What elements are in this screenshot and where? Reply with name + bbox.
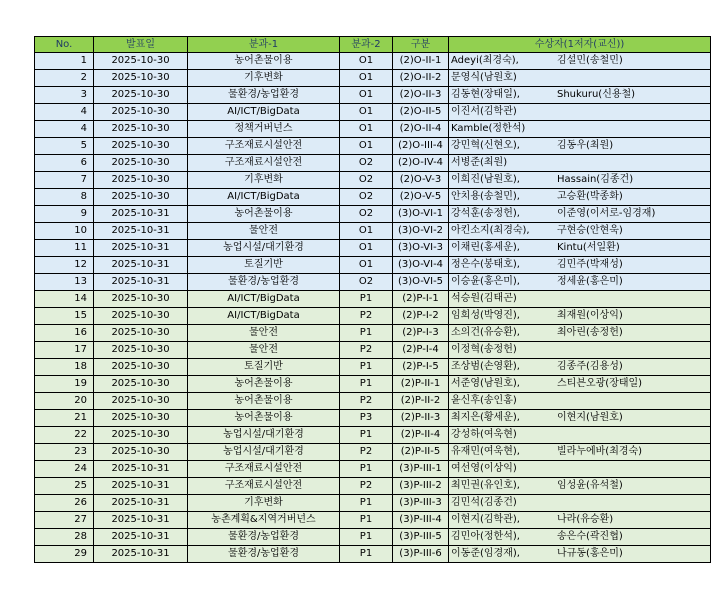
table-row xyxy=(35,104,711,121)
cell-category: (2)O-II-5 xyxy=(393,104,449,121)
awardee-first: 석승원(김태곤) xyxy=(451,293,517,304)
cell-category: (3)P-III-2 xyxy=(393,478,449,495)
cell-awardees xyxy=(449,393,711,410)
cell-no: 20 xyxy=(35,393,94,410)
awardee-first: 이진서(김학관) xyxy=(451,106,517,117)
table-row xyxy=(35,342,711,359)
cell-category: (2)P-II-1 xyxy=(393,376,449,393)
cell-awardees xyxy=(449,512,711,529)
cell-no: 18 xyxy=(35,359,94,376)
cell-no: 3 xyxy=(35,87,94,104)
table-row xyxy=(35,427,711,444)
header-date: 발표일 xyxy=(94,37,188,53)
awardee-second: 김민주(박재성) xyxy=(557,259,623,270)
cell-date: 2025-10-31 xyxy=(94,240,188,257)
table-row xyxy=(35,495,711,512)
cell-category: (2)O-V-3 xyxy=(393,172,449,189)
cell-category: (2)P-I-2 xyxy=(393,308,449,325)
cell-division-1: 농어촌물이용 xyxy=(188,376,340,393)
cell-awardees xyxy=(449,478,711,495)
awardee-second: 정세윤(홍은미) xyxy=(557,276,623,287)
cell-awardees xyxy=(449,342,711,359)
cell-division-1: 기후변화 xyxy=(188,495,340,512)
cell-date: 2025-10-31 xyxy=(94,546,188,563)
table-row xyxy=(35,274,711,291)
cell-awardees xyxy=(449,172,711,189)
cell-division-1: 구조재료시설안전 xyxy=(188,138,340,155)
table-row xyxy=(35,359,711,376)
cell-category: (2)P-II-2 xyxy=(393,393,449,410)
table-row xyxy=(35,53,711,70)
cell-no: 2 xyxy=(35,70,94,87)
awardee-second: 나규동(홍은미) xyxy=(557,548,623,559)
cell-division-1: 기후변화 xyxy=(188,172,340,189)
cell-division-1: 물환경/농업환경 xyxy=(188,529,340,546)
oral-section xyxy=(35,53,711,291)
cell-no: 17 xyxy=(35,342,94,359)
awardee-first: 김동현(장태일), xyxy=(451,89,520,100)
cell-date: 2025-10-30 xyxy=(94,121,188,138)
cell-date: 2025-10-31 xyxy=(94,512,188,529)
cell-awardees xyxy=(449,223,711,240)
cell-no: 22 xyxy=(35,427,94,444)
table-row xyxy=(35,240,711,257)
table-row xyxy=(35,70,711,87)
table-row xyxy=(35,223,711,240)
table-row xyxy=(35,478,711,495)
cell-division-1: 물환경/농업환경 xyxy=(188,274,340,291)
cell-division-2: P2 xyxy=(340,308,393,325)
cell-awardees xyxy=(449,240,711,257)
cell-awardees xyxy=(449,189,711,206)
table-row xyxy=(35,393,711,410)
cell-awardees xyxy=(449,444,711,461)
cell-date: 2025-10-31 xyxy=(94,495,188,512)
awardee-first: 윤신후(송인홍) xyxy=(451,395,517,406)
awardee-first: 이현지(김학관), xyxy=(451,514,520,525)
cell-division-2: O2 xyxy=(340,155,393,172)
cell-category: (2)P-I-1 xyxy=(393,291,449,308)
cell-division-2: O2 xyxy=(340,172,393,189)
cell-date: 2025-10-30 xyxy=(94,155,188,172)
cell-category: (2)P-I-4 xyxy=(393,342,449,359)
cell-category: (3)P-III-3 xyxy=(393,495,449,512)
awardee-first: 강민혁(신현오), xyxy=(451,140,520,151)
cell-date: 2025-10-31 xyxy=(94,478,188,495)
cell-date: 2025-10-30 xyxy=(94,172,188,189)
awardee-second: Shukuru(신용철) xyxy=(557,89,636,100)
table-row xyxy=(35,291,711,308)
table-row xyxy=(35,529,711,546)
awardee-second: Kintu(서일환) xyxy=(557,242,620,253)
cell-no: 11 xyxy=(35,240,94,257)
cell-no: 26 xyxy=(35,495,94,512)
cell-date: 2025-10-30 xyxy=(94,444,188,461)
awardee-second: 김동우(최원) xyxy=(557,140,614,151)
cell-no: 8 xyxy=(35,189,94,206)
awardee-first: 안치용(송철민), xyxy=(451,191,520,202)
cell-category: (3)O-VI-1 xyxy=(393,206,449,223)
cell-date: 2025-10-30 xyxy=(94,189,188,206)
cell-division-2: P1 xyxy=(340,546,393,563)
cell-division-1: AI/ICT/BigData xyxy=(188,291,340,308)
cell-date: 2025-10-31 xyxy=(94,257,188,274)
cell-no: 6 xyxy=(35,155,94,172)
cell-category: (2)P-II-5 xyxy=(393,444,449,461)
cell-awardees xyxy=(449,121,711,138)
awardee-second: 스티븐오광(장태일) xyxy=(557,378,643,389)
cell-division-1: AI/ICT/BigData xyxy=(188,308,340,325)
awardee-second: 송은수(곽진협) xyxy=(557,531,623,542)
cell-awardees xyxy=(449,325,711,342)
header-division-1: 분과-1 xyxy=(188,37,340,53)
cell-awardees xyxy=(449,308,711,325)
cell-category: (3)O-VI-5 xyxy=(393,274,449,291)
cell-date: 2025-10-30 xyxy=(94,325,188,342)
cell-date: 2025-10-31 xyxy=(94,206,188,223)
cell-division-2: P3 xyxy=(340,410,393,427)
cell-division-2: P2 xyxy=(340,444,393,461)
header-awardees: 수상자(1저자(교신)) xyxy=(449,37,711,53)
cell-date: 2025-10-30 xyxy=(94,376,188,393)
cell-awardees xyxy=(449,87,711,104)
cell-awardees xyxy=(449,461,711,478)
cell-division-2: O1 xyxy=(340,138,393,155)
cell-division-2: O1 xyxy=(340,223,393,240)
cell-category: (3)P-III-4 xyxy=(393,512,449,529)
cell-date: 2025-10-31 xyxy=(94,274,188,291)
cell-awardees xyxy=(449,53,711,70)
cell-division-2: O1 xyxy=(340,104,393,121)
cell-division-1: 물환경/농업환경 xyxy=(188,546,340,563)
cell-date: 2025-10-31 xyxy=(94,461,188,478)
cell-no: 25 xyxy=(35,478,94,495)
cell-division-1: 농어촌물이용 xyxy=(188,410,340,427)
awardee-second: 임성윤(유석철) xyxy=(557,480,623,491)
cell-no: 4 xyxy=(35,121,94,138)
cell-awardees xyxy=(449,70,711,87)
cell-date: 2025-10-30 xyxy=(94,308,188,325)
table-row xyxy=(35,546,711,563)
cell-date: 2025-10-30 xyxy=(94,138,188,155)
cell-no: 1 xyxy=(35,53,94,70)
cell-division-1: 농어촌물이용 xyxy=(188,393,340,410)
cell-division-1: 물안전 xyxy=(188,342,340,359)
header-row xyxy=(35,37,711,53)
cell-category: (2)O-II-2 xyxy=(393,70,449,87)
cell-no: 7 xyxy=(35,172,94,189)
cell-division-1: 물안전 xyxy=(188,223,340,240)
awardee-first: 유재민(여욱현), xyxy=(451,446,520,457)
cell-no: 13 xyxy=(35,274,94,291)
table-row xyxy=(35,155,711,172)
cell-awardees xyxy=(449,546,711,563)
cell-category: (2)P-II-3 xyxy=(393,410,449,427)
cell-awardees xyxy=(449,427,711,444)
cell-division-1: AI/ICT/BigData xyxy=(188,104,340,121)
table-row xyxy=(35,410,711,427)
cell-category: (2)O-II-1 xyxy=(393,53,449,70)
cell-category: (3)P-III-6 xyxy=(393,546,449,563)
cell-division-2: O2 xyxy=(340,274,393,291)
cell-division-2: P1 xyxy=(340,495,393,512)
awardee-first: 이채린(홍세운), xyxy=(451,242,520,253)
cell-no: 24 xyxy=(35,461,94,478)
awardee-first: 여선영(이상익) xyxy=(451,463,517,474)
cell-date: 2025-10-30 xyxy=(94,410,188,427)
cell-category: (3)O-VI-3 xyxy=(393,240,449,257)
cell-division-2: P1 xyxy=(340,359,393,376)
cell-division-2: O1 xyxy=(340,53,393,70)
cell-division-2: P1 xyxy=(340,325,393,342)
cell-division-1: 농업시설/대기환경 xyxy=(188,444,340,461)
cell-no: 27 xyxy=(35,512,94,529)
cell-no: 12 xyxy=(35,257,94,274)
table-row xyxy=(35,257,711,274)
awardee-first: 김민아(정한석), xyxy=(451,531,520,542)
cell-division-1: 농어촌물이용 xyxy=(188,53,340,70)
awardee-second: 김설민(송철민) xyxy=(557,55,623,66)
cell-category: (2)O-IV-4 xyxy=(393,155,449,172)
cell-awardees xyxy=(449,410,711,427)
cell-no: 14 xyxy=(35,291,94,308)
cell-division-2: P1 xyxy=(340,376,393,393)
cell-category: (2)O-III-4 xyxy=(393,138,449,155)
table-row xyxy=(35,325,711,342)
cell-category: (2)P-II-4 xyxy=(393,427,449,444)
cell-awardees xyxy=(449,359,711,376)
header-category: 구분 xyxy=(393,37,449,53)
cell-category: (3)P-III-5 xyxy=(393,529,449,546)
table-row xyxy=(35,121,711,138)
cell-no: 19 xyxy=(35,376,94,393)
table-header xyxy=(35,37,711,53)
table-row xyxy=(35,87,711,104)
cell-division-1: 구조재료시설안전 xyxy=(188,155,340,172)
cell-date: 2025-10-30 xyxy=(94,53,188,70)
cell-no: 28 xyxy=(35,529,94,546)
cell-date: 2025-10-30 xyxy=(94,291,188,308)
cell-awardees xyxy=(449,257,711,274)
awardee-second: 나라(유승환) xyxy=(557,514,614,525)
awardee-second: 빌라누에바(최경숙) xyxy=(557,446,643,457)
cell-category: (3)P-III-1 xyxy=(393,461,449,478)
awardee-first: 강성하(여욱현) xyxy=(451,429,517,440)
cell-date: 2025-10-30 xyxy=(94,70,188,87)
cell-no: 29 xyxy=(35,546,94,563)
awardee-first: 강석훈(송정헌), xyxy=(451,208,520,219)
awardee-first: Adeyi(최경숙), xyxy=(451,55,519,66)
awardee-first: 이희진(남원호), xyxy=(451,174,520,185)
cell-awardees xyxy=(449,291,711,308)
awardee-first: 최지은(황세운), xyxy=(451,412,520,423)
cell-division-2: O2 xyxy=(340,189,393,206)
cell-division-2: P1 xyxy=(340,512,393,529)
cell-division-1: 토질기반 xyxy=(188,359,340,376)
cell-division-1: 정책거버넌스 xyxy=(188,121,340,138)
awards-table xyxy=(34,36,711,563)
awardee-first: 서준영(남원호), xyxy=(451,378,520,389)
cell-category: (2)P-I-5 xyxy=(393,359,449,376)
awardee-first: 이정혁(송정헌) xyxy=(451,344,517,355)
awardee-first: 문영식(남원호) xyxy=(451,72,517,83)
awardee-first: 서병준(최원) xyxy=(451,157,508,168)
cell-category: (2)O-II-4 xyxy=(393,121,449,138)
cell-awardees xyxy=(449,495,711,512)
cell-awardees xyxy=(449,206,711,223)
header-division-2: 분과-2 xyxy=(340,37,393,53)
cell-no: 15 xyxy=(35,308,94,325)
cell-division-1: 토질기반 xyxy=(188,257,340,274)
cell-no: 4 xyxy=(35,104,94,121)
cell-no: 23 xyxy=(35,444,94,461)
cell-division-2: O1 xyxy=(340,240,393,257)
cell-division-2: O1 xyxy=(340,70,393,87)
cell-date: 2025-10-30 xyxy=(94,342,188,359)
cell-date: 2025-10-30 xyxy=(94,427,188,444)
cell-division-2: P1 xyxy=(340,461,393,478)
awardee-first: Kamble(정한석) xyxy=(451,123,526,134)
cell-date: 2025-10-30 xyxy=(94,359,188,376)
cell-division-2: P2 xyxy=(340,478,393,495)
cell-no: 9 xyxy=(35,206,94,223)
poster-section xyxy=(35,291,711,563)
cell-date: 2025-10-30 xyxy=(94,87,188,104)
cell-division-1: AI/ICT/BigData xyxy=(188,189,340,206)
awardee-second: Hassain(김종건) xyxy=(557,174,634,185)
table-row xyxy=(35,461,711,478)
table-row xyxy=(35,512,711,529)
awardee-first: 이동준(임경재), xyxy=(451,548,520,559)
awardee-first: 소의건(유승환), xyxy=(451,327,520,338)
cell-date: 2025-10-30 xyxy=(94,393,188,410)
awardee-second: 구현승(안현욱) xyxy=(557,225,623,236)
table-row xyxy=(35,138,711,155)
cell-division-1: 농업시설/대기환경 xyxy=(188,427,340,444)
cell-category: (2)O-V-5 xyxy=(393,189,449,206)
cell-division-2: O2 xyxy=(340,206,393,223)
cell-date: 2025-10-31 xyxy=(94,223,188,240)
cell-division-1: 구조재료시설안전 xyxy=(188,478,340,495)
awardee-second: 이현지(남원호) xyxy=(557,412,623,423)
table-row xyxy=(35,189,711,206)
header-no: No. xyxy=(35,37,94,53)
cell-division-1: 구조재료시설안전 xyxy=(188,461,340,478)
cell-category: (3)O-VI-4 xyxy=(393,257,449,274)
cell-category: (3)O-VI-2 xyxy=(393,223,449,240)
cell-division-1: 기후변화 xyxy=(188,70,340,87)
awardee-first: 최민권(유인호), xyxy=(451,480,520,491)
cell-division-2: P1 xyxy=(340,427,393,444)
table-row xyxy=(35,444,711,461)
awardee-first: 아킨소지(최경숙), xyxy=(451,225,530,236)
cell-division-1: 농촌계획&지역거버넌스 xyxy=(188,512,340,529)
cell-division-2: P1 xyxy=(340,291,393,308)
table-row xyxy=(35,206,711,223)
cell-no: 10 xyxy=(35,223,94,240)
cell-no: 5 xyxy=(35,138,94,155)
cell-no: 16 xyxy=(35,325,94,342)
table-row xyxy=(35,376,711,393)
awardee-second: 최아린(송정헌) xyxy=(557,327,623,338)
cell-category: (2)P-I-3 xyxy=(393,325,449,342)
cell-date: 2025-10-30 xyxy=(94,104,188,121)
awardee-first: 임희성(박영진), xyxy=(451,310,520,321)
cell-awardees xyxy=(449,274,711,291)
awardee-second: 고승환(박종화) xyxy=(557,191,623,202)
cell-division-1: 농어촌물이용 xyxy=(188,206,340,223)
awardee-first: 이승윤(홍은미), xyxy=(451,276,520,287)
cell-division-1: 물환경/농업환경 xyxy=(188,87,340,104)
awardee-first: 김민석(김종건) xyxy=(451,497,517,508)
cell-division-2: O1 xyxy=(340,87,393,104)
cell-division-1: 물안전 xyxy=(188,325,340,342)
table-row xyxy=(35,308,711,325)
cell-division-2: P2 xyxy=(340,342,393,359)
cell-date: 2025-10-31 xyxy=(94,529,188,546)
cell-division-2: O1 xyxy=(340,121,393,138)
cell-awardees xyxy=(449,155,711,172)
cell-awardees xyxy=(449,138,711,155)
awardee-second: 이준영(이서로-임경재) xyxy=(557,208,656,219)
table-row xyxy=(35,172,711,189)
cell-category: (2)O-II-3 xyxy=(393,87,449,104)
cell-awardees xyxy=(449,529,711,546)
cell-division-2: P2 xyxy=(340,393,393,410)
awardee-first: 정은수(봉태호), xyxy=(451,259,520,270)
cell-awardees xyxy=(449,376,711,393)
cell-awardees xyxy=(449,104,711,121)
cell-no: 21 xyxy=(35,410,94,427)
awardee-second: 김종주(김용성) xyxy=(557,361,623,372)
awardee-first: 조상범(손영환), xyxy=(451,361,520,372)
cell-division-1: 농업시설/대기환경 xyxy=(188,240,340,257)
cell-division-2: O1 xyxy=(340,257,393,274)
cell-division-2: P1 xyxy=(340,529,393,546)
awardee-second: 최재원(이상익) xyxy=(557,310,623,321)
